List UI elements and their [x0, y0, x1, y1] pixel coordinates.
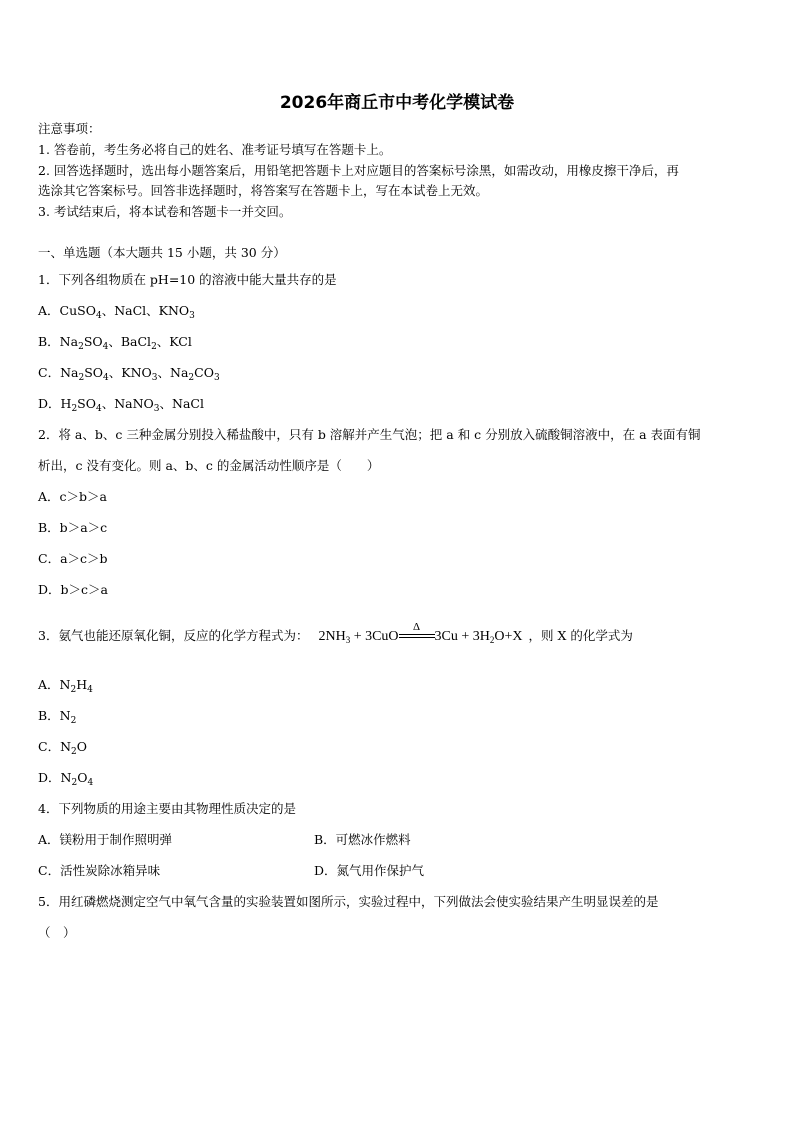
question-4-option-b: B．可燃冰作燃料	[314, 832, 411, 847]
question-4-option-c: C．活性炭除冰箱异味	[38, 863, 161, 878]
question-2-stem: 2．将 a、b、c 三种金属分别投入稀盐酸中，只有 b 溶解并产生气泡；把 a 和 c 分别放入硫酸铜溶液中，在 a 表面有铜	[38, 427, 701, 442]
question-1-option-c: C．$Na_2SO_4$、$KNO_3$、$Na_2CO_3$	[38, 365, 220, 383]
notice-line: 2. 回答选择题时，选出每小题答案后，用铅笔把答题卡上对应题目的答案标号涂黑，如需改动，用橡皮擦干净后，再	[38, 163, 679, 178]
question-4-option-a: A．镁粉用于制作照明弹	[38, 832, 173, 847]
question-2-option-a: A．c＞b＞a	[38, 489, 107, 504]
question-2-option-d: D．b＞c＞a	[38, 582, 108, 597]
question-3-stem: 3．氨气也能还原氧化铜，反应的化学方程式为： $2NH_3 + 3CuO$ Δ $3Cu + 3H_2O+X$ ，则 X 的化学式为	[38, 620, 633, 645]
notice-line: 选涂其它答案标号。回答非选择题时，将答案写在答题卡上，写在本试卷上无效。	[38, 183, 489, 198]
question-4-option-d: D．氮气用作保护气	[314, 863, 425, 878]
notice-heading: 注意事项：	[38, 121, 101, 136]
section-heading: 一、单选题（本大题共 15 小题，共 30 分）	[38, 245, 286, 260]
question-1-option-a: A．CuSO$_4$、NaCl、$KNO_3$	[38, 303, 195, 321]
notice-line: 1. 答卷前，考生务必将自己的姓名、准考证号填写在答题卡上。	[38, 142, 392, 157]
equals-arrow-icon: Δ	[399, 630, 435, 644]
question-1-option-d: D．$H_2SO_4$、NaNO$_3$、NaCl	[38, 396, 204, 414]
question-5-stem: 5．用红磷燃烧测定空气中氧气含量的实验装置如图所示，实验过程中，下列做法会使实验结果产生明显误差的是	[38, 894, 659, 909]
question-1-option-b: B．$Na_2SO_4$、BaCl$_2$、KCl	[38, 334, 192, 352]
question-4-stem: 4．下列物质的用途主要由其物理性质决定的是	[38, 801, 296, 816]
question-3-option-d: D．$N_2O_4$	[38, 770, 94, 788]
question-2-stem-cont: 析出，c 没有变化。则 a、b、c 的金属活动性顺序是（ ）	[38, 458, 380, 473]
question-2-option-c: C．a＞c＞b	[38, 551, 108, 566]
question-3-option-c: C．$N_2O$	[38, 739, 87, 757]
page-title: 2026年商丘市中考化学模试卷	[279, 93, 515, 113]
chemical-equation: $2NH_3 + 3CuO$ Δ $3Cu + 3H_2O+X$	[318, 620, 523, 645]
question-1-stem: 1．下列各组物质在 pH=10 的溶液中能大量共存的是	[38, 272, 337, 287]
question-2-option-b: B．b＞a＞c	[38, 520, 108, 535]
question-3-option-a: A．$N_2H_4$	[38, 677, 93, 695]
question-5-stem-cont: （ ）	[38, 925, 76, 940]
notice-line: 3. 考试结束后，将本试卷和答题卡一并交回。	[38, 204, 292, 219]
question-3-option-b: B．$N_2$	[38, 708, 77, 726]
